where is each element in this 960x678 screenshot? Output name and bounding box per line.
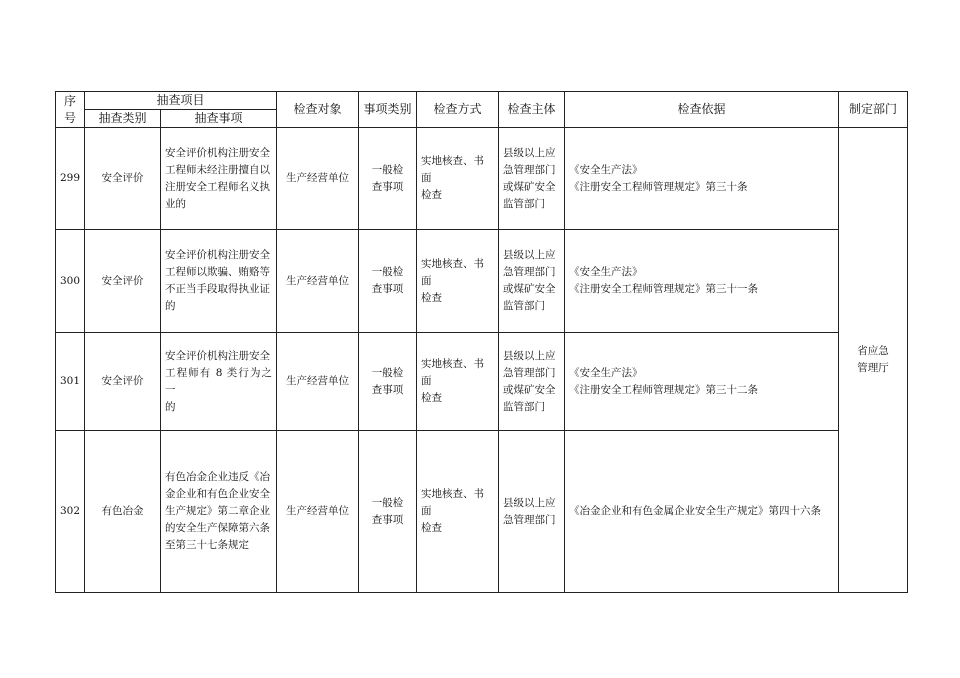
basis-cell <box>565 333 839 431</box>
method-cell <box>417 128 499 230</box>
basis-cell-line: 《冶金企业和有色金属企业安全生产规定》第四十六条 <box>569 505 822 517</box>
table-row <box>56 128 908 230</box>
item-type-cell-line: 一般检 <box>371 266 404 278</box>
method-cell-line: 实地核查、书面 <box>421 155 485 184</box>
matter-cell-line: 金企业和有色企业安全 <box>165 488 270 500</box>
method-cell-line: 检查 <box>421 291 443 304</box>
category-cell: 有色冶金 <box>85 431 161 593</box>
seq-cell: 302 <box>56 431 85 593</box>
table-row <box>56 333 908 431</box>
basis-cell-line: 《安全生产法》 <box>569 266 643 278</box>
method-cell-line: 检查 <box>421 522 443 534</box>
method-cell-line: 实地核查、书面 <box>421 358 485 387</box>
matter-cell-line: 有色冶金企业违反《冶 <box>165 471 270 483</box>
table-row <box>56 230 908 333</box>
item-type-cell-line: 查事项 <box>371 283 404 295</box>
item-type-cell-line: 一般检 <box>371 163 404 176</box>
object-cell: 生产经营单位 <box>277 128 359 230</box>
subject-cell-line: 急管理部门 <box>503 163 556 176</box>
subject-cell-line: 监管部门 <box>503 400 546 413</box>
category-cell: 安全评价 <box>85 128 161 230</box>
matter-cell-line: 工程师以欺骗、贿赂等 <box>165 266 270 278</box>
matter-cell <box>161 431 277 593</box>
matter-cell-line: 工程师有 8 类行为之一 <box>165 366 273 396</box>
matter-cell-line: 的 <box>165 400 176 413</box>
subject-cell-line: 或煤矿安全 <box>503 383 556 396</box>
matter-cell <box>161 230 277 333</box>
method-cell-line: 实地核查、书面 <box>421 488 485 517</box>
subject-cell <box>499 333 565 431</box>
header-category: 抽查类别 <box>85 110 161 128</box>
matter-cell-line: 生产规定》第二章企业 <box>165 505 270 517</box>
matter-cell <box>161 128 277 230</box>
basis-cell <box>565 431 839 593</box>
method-cell-line: 检查 <box>421 392 443 404</box>
matter-cell-line: 安全评价机构注册安全 <box>165 249 270 261</box>
matter-cell-line: 安全评价机构注册安全 <box>165 146 270 159</box>
table-row <box>56 431 908 593</box>
basis-cell-line: 《注册安全工程师管理规定》第三十条 <box>569 180 748 193</box>
header-basis: 检查依据 <box>565 92 839 128</box>
method-cell <box>417 431 499 593</box>
basis-cell-line: 《注册安全工程师管理规定》第三十一条 <box>569 283 759 295</box>
seq-cell: 299 <box>56 128 85 230</box>
item-type-cell-line: 查事项 <box>371 180 404 193</box>
dept-cell-line: 管理厅 <box>857 362 889 374</box>
header-method: 检查方式 <box>417 92 499 128</box>
object-cell: 生产经营单位 <box>277 333 359 431</box>
item-type-cell <box>359 230 417 333</box>
category-cell: 安全评价 <box>85 230 161 333</box>
header-matter: 抽查事项 <box>161 110 277 128</box>
subject-cell <box>499 128 565 230</box>
subject-cell-line: 监管部门 <box>503 197 546 210</box>
basis-cell <box>565 230 839 333</box>
item-type-cell-line: 一般检 <box>371 496 404 509</box>
method-cell-line: 实地核查、书面 <box>421 257 485 287</box>
basis-cell-line: 《注册安全工程师管理规定》第三十二条 <box>569 383 759 396</box>
seq-cell: 301 <box>56 333 85 431</box>
method-cell <box>417 230 499 333</box>
matter-cell-line: 的 <box>165 300 176 312</box>
item-type-cell <box>359 431 417 593</box>
subject-cell-line: 或煤矿安全 <box>503 180 556 193</box>
matter-cell-line: 注册安全工程师名义执 <box>165 180 270 193</box>
subject-cell <box>499 431 565 593</box>
matter-cell-line: 不正当手段取得执业证 <box>165 283 270 295</box>
header-seq: 序号 <box>56 92 85 128</box>
subject-cell <box>499 230 565 333</box>
subject-cell-line: 急管理部门 <box>503 266 556 278</box>
object-cell: 生产经营单位 <box>277 230 359 333</box>
subject-cell-line: 急管理部门 <box>503 366 556 379</box>
basis-cell-line: 《安全生产法》 <box>569 163 643 176</box>
header-project: 抽查项目 <box>85 92 277 110</box>
matter-cell-line: 安全评价机构注册安全 <box>165 349 270 362</box>
category-cell: 安全评价 <box>85 333 161 431</box>
object-cell: 生产经营单位 <box>277 431 359 593</box>
item-type-cell <box>359 128 417 230</box>
subject-cell-line: 或煤矿安全 <box>503 283 556 295</box>
dept-cell-line: 省应急 <box>857 345 889 357</box>
inspection-table <box>55 91 908 593</box>
subject-cell-line: 县级以上应 <box>503 349 556 362</box>
method-cell-line: 检查 <box>421 189 443 201</box>
item-type-cell-line: 查事项 <box>371 383 404 396</box>
basis-cell <box>565 128 839 230</box>
matter-cell <box>161 333 277 431</box>
basis-cell-line: 《安全生产法》 <box>569 366 643 379</box>
item-type-cell <box>359 333 417 431</box>
matter-cell-line: 至第三十七条规定 <box>165 539 249 551</box>
header-object: 检查对象 <box>277 92 359 128</box>
subject-cell-line: 县级以上应 <box>503 146 556 159</box>
seq-cell: 300 <box>56 230 85 333</box>
header-dept: 制定部门 <box>839 92 908 128</box>
dept-cell <box>839 128 908 593</box>
item-type-cell-line: 一般检 <box>371 366 404 379</box>
subject-cell-line: 县级以上应 <box>503 249 556 261</box>
header-subject: 检查主体 <box>499 92 565 128</box>
method-cell <box>417 333 499 431</box>
matter-cell-line: 业的 <box>165 197 186 210</box>
subject-cell-line: 监管部门 <box>503 300 546 312</box>
matter-cell-line: 工程师未经注册擅自以 <box>165 163 270 176</box>
header-item-type: 事项类别 <box>359 92 417 128</box>
item-type-cell-line: 查事项 <box>371 513 404 526</box>
subject-cell-line: 县级以上应 <box>503 496 556 509</box>
header-row-1 <box>56 92 908 110</box>
subject-cell-line: 急管理部门 <box>503 513 556 526</box>
matter-cell-line: 的安全生产保障第六条 <box>165 522 270 534</box>
